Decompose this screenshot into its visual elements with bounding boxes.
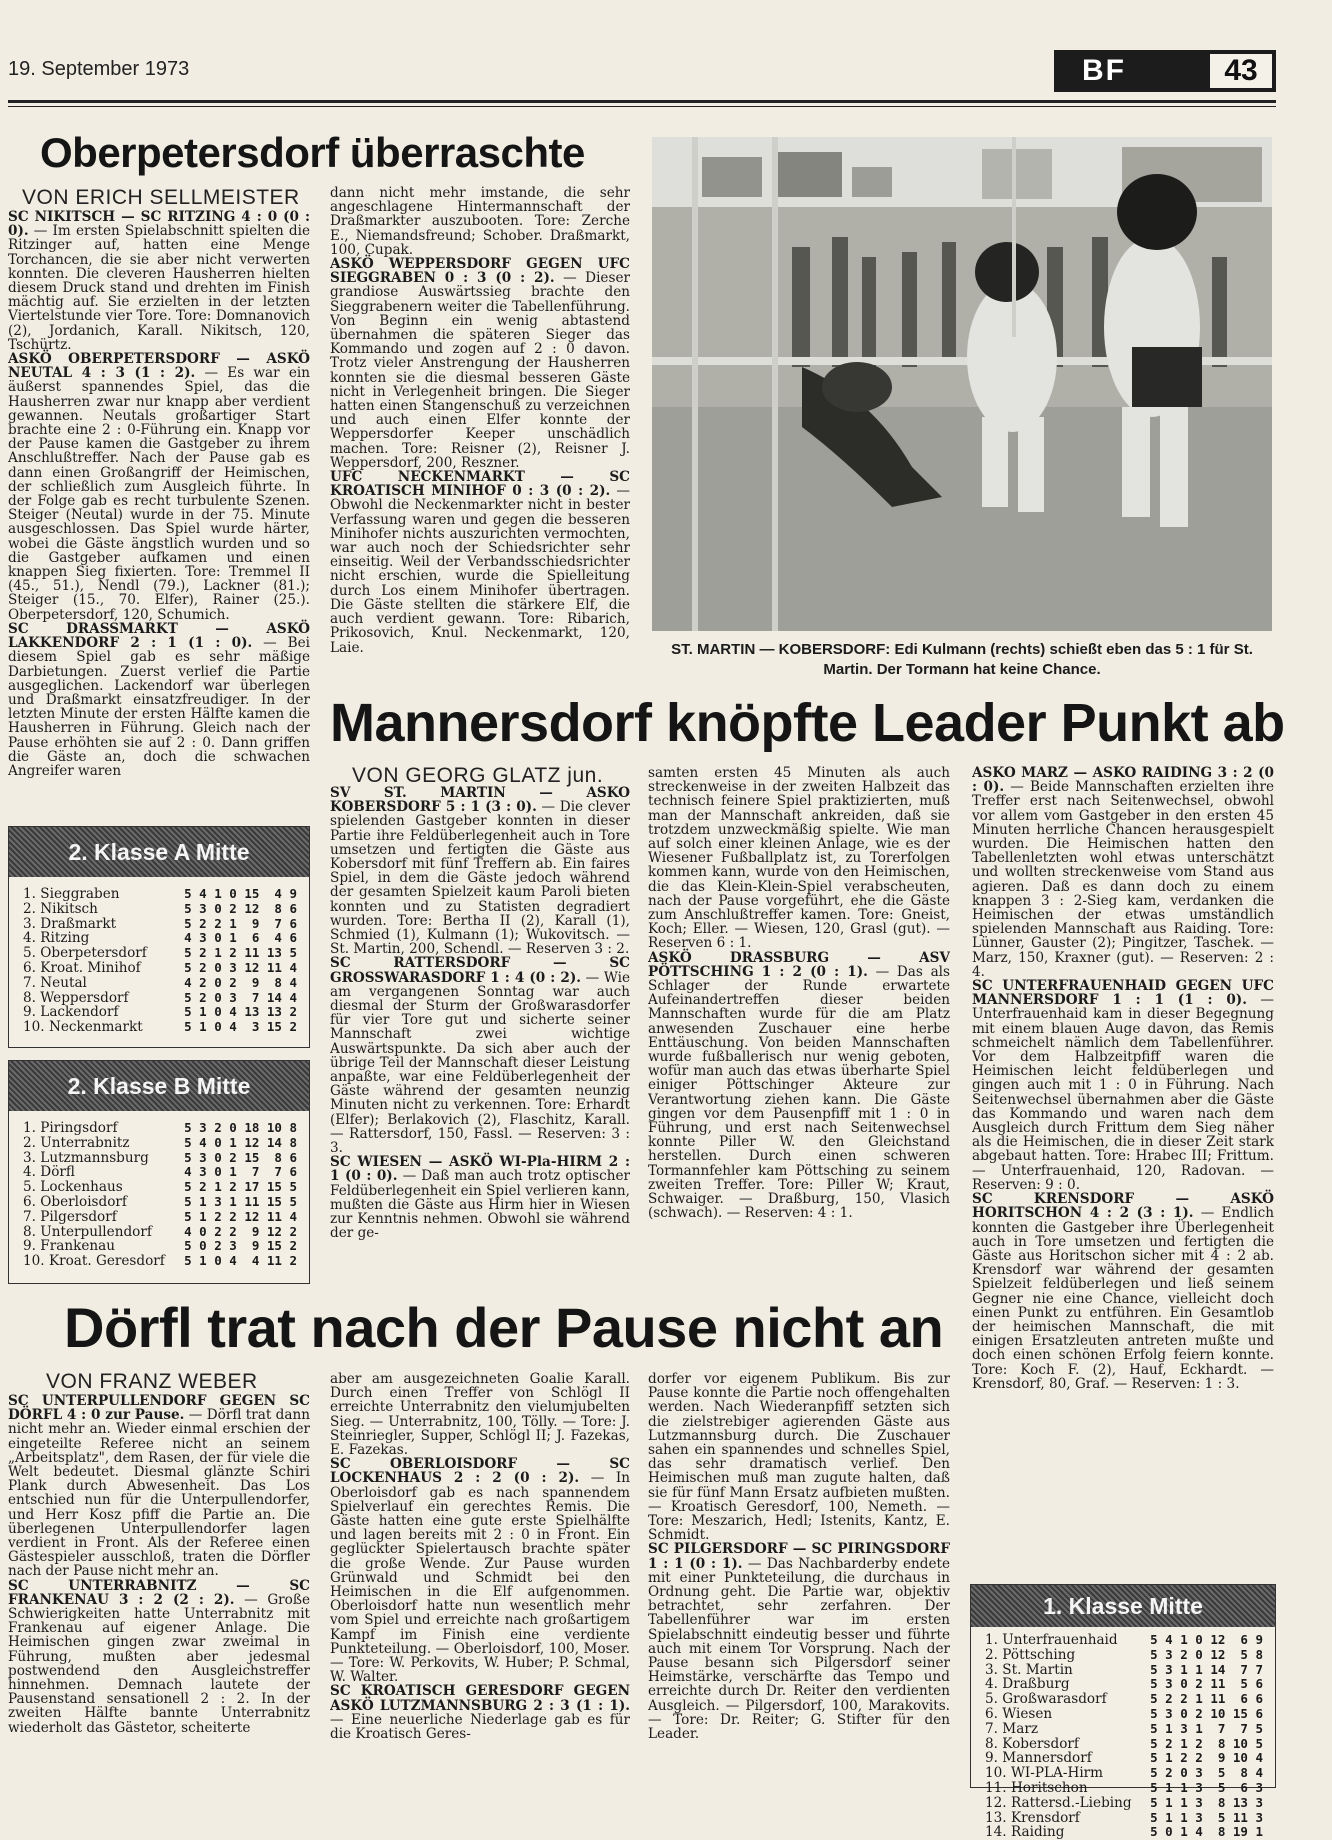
article-paragraph bbox=[648, 951, 950, 1221]
team-name: 1. Sieggraben bbox=[23, 886, 120, 902]
match-report: dorfer vor eigenem Publikum. Bis zur Pause konnte die Partie noch offengehalten werden. Nach Wiederanpfiff setzten sich die zielstrebiger agierenden Gäste aus Lutzmannsburg durch. Die Zuschauer sahen ein spannendes und schnelles Spiel, das sehr dramatisch verlief. Den Heimischen muß man zugute halten, daß sie für fünf Mann Ersatz aufbieten mußten. — Kroatisch Geresdorf, 100, Nemeth. — Tore: Meszarich, Hedl; Istenits, Kantz, E. Schmidt. bbox=[648, 1372, 950, 1544]
table-row bbox=[9, 902, 309, 917]
team-name: 3. Draßmarkt bbox=[23, 915, 117, 932]
match-heading: SC KRENSDORF — ASKÖ HORITSCHON 4 : 2 (3 : 1). bbox=[972, 1191, 1274, 1222]
headline-oberpetersdorf: Oberpetersdorf überraschte bbox=[40, 129, 585, 176]
match-report: — Große Schwierigkeiten hatte Unterrabnitz mit Frankenau auf eigener Anlage. Die Heimischen gingen zwar zweimal in Führung, mußten aber jedesmal postwendend den Ausgleichstreffer hinnehmen. Demnach lautete der Pausenstand sensationell 2 : 2. In der zweiten Hälfte bannte Unterrabnitz wiederholt das Gästetor, scheiterte bbox=[8, 1591, 310, 1736]
article-paragraph bbox=[972, 1192, 1274, 1391]
table-row bbox=[9, 1005, 309, 1020]
match-report: — Wie am vergangenen Sonntag war auch diesmal der Sturm der Großwarasdorfer für vier Tore gut und sicherte seiner Mannschaft zwei wichtige Auswärtspunkte. Da sich aber auch der übrige Teil der Mannschaft dieser Leistung anpaßte, war eine Feldüberlegenheit der Gäste während der gesamten neunzig Minuten nicht zu verkennen. Tore: Erhardt (Elfer); Berlakovich (2), Flaschitz, Karall. — Rattersdorf, 150, Fassl. — Reserven: 3 : 3. bbox=[330, 969, 630, 1157]
team-stats: 4 3 0 1 7 7 6 bbox=[184, 1164, 297, 1180]
team-stats: 5 2 2 1 11 6 6 bbox=[1150, 1691, 1263, 1707]
match-heading: SC RATTERSDORF — SC GROSSWARASDORF 1 : 4 (0 : 2). bbox=[330, 955, 630, 986]
article-paragraph bbox=[330, 257, 630, 470]
table-title: 2. Klasse B Mitte bbox=[9, 1061, 309, 1111]
match-report: — Eine neuerliche Niederlage gab es für die Kroatisch Geres- bbox=[330, 1711, 630, 1743]
match-report: — Im ersten Spielabschnitt spielten die Ritzinger auf, hatten eine Menge Torchancen, die sie aber nicht verwerten konnten. Die cleveren Hausherren hielten diesem Druck stand und drehten im Finish mächtig auf. Sie erzielten in der letzten Viertelstunde vier Tore. Tore: Domnanovich (2), Jordanich, Karall. Nikitsch, 120, Tschürtz. bbox=[8, 223, 310, 353]
team-name: 10. Neckenmarkt bbox=[23, 1019, 143, 1036]
table-row bbox=[971, 1677, 1275, 1692]
match-heading: ASKÖ MARZ — ASKÖ RAIDING 3 : 2 (0 : 0). bbox=[972, 766, 1274, 796]
match-report: — Das Nachbarderby endete mit einer Punkteteilung, die durchaus in Ordnung geht. Die Partie war, objektiv betrachtet, sehr zerfahren. Der Tabellenführer war im ersten Spielabschnitt eindeutig besser und führte auch mit einem Tor Vorsprung. Nach der Pause besann sich Pilgersdorf seiner Heimstärke, verschärfte das Tempo und erreichte durch Dr. Reiter den verdienten Ausgleich. — Pilgersdorf, 100, Marakovits. — Tore: Dr. Reiter; G. Stifter für den Leader. bbox=[648, 1555, 950, 1743]
team-stats: 4 2 0 2 9 8 4 bbox=[184, 974, 297, 990]
standings-table-2-klasse-b bbox=[8, 1060, 310, 1284]
byline-art1: VON ERICH SELLMEISTER bbox=[22, 186, 300, 209]
match-heading: SV ST. MARTIN — ASKÖ KOBERSDORF 5 : 1 (3 : 0). bbox=[330, 786, 630, 816]
table-row bbox=[9, 1151, 309, 1166]
team-stats: 5 0 2 3 9 15 2 bbox=[184, 1238, 297, 1254]
article-paragraph bbox=[330, 786, 630, 956]
team-name: 14. Raiding bbox=[985, 1824, 1065, 1840]
page-number: 43 bbox=[1210, 54, 1272, 88]
team-name: 4. Draßburg bbox=[985, 1676, 1070, 1693]
table-row bbox=[971, 1633, 1275, 1648]
team-stats: 5 2 1 2 17 15 5 bbox=[184, 1179, 297, 1195]
team-stats: 4 0 2 2 9 12 2 bbox=[184, 1223, 297, 1239]
team-stats: 5 0 1 4 8 19 1 bbox=[1150, 1824, 1263, 1840]
match-report: — Daß man auch trotz optischer Feldüberlegenheit ein Spiel verlieren kann, mußten die Gäste aus Hirm hier in Wiesen zur Kenntnis nehmen. Obwohl sie während der ge- bbox=[330, 1168, 630, 1242]
team-stats: 5 4 0 1 12 14 8 bbox=[184, 1134, 297, 1150]
team-name: 7. Neutal bbox=[23, 974, 87, 991]
table-row bbox=[9, 1180, 309, 1195]
match-heading: SC UNTERPULLENDORF GEGEN SC DÖRFL 4 : 0 zur Pause. bbox=[8, 1394, 310, 1424]
table-row bbox=[9, 1254, 309, 1269]
team-name: 5. Oberpetersdorf bbox=[23, 945, 147, 962]
article-paragraph bbox=[8, 622, 310, 778]
article-column bbox=[8, 210, 310, 810]
team-name: 2. Nikitsch bbox=[23, 900, 98, 917]
match-report: — Unterfrauenhaid kam in dieser Begegnung mit einem blauen Auge davon, das Remis schmeichelt nämlich dem Tabellenführer. Vor dem Halbzeitpfiff waren die Heimischen leicht feldüberlegen und gingen auch mit 1 : 0 in Führung. Nach Seitenwechsel übernahmen aber die Gäste das Kommando und waren nach dem Ausgleich durch Frittum dem Sieg näher als die Heimischen, die in dieser Zeit stark abgebaut hatten. Tore: Hrabec III; Frittum. — Unterfrauenhaid, 120, Radovan. — Reserven: 9 : 0. bbox=[972, 992, 1274, 1193]
match-heading: ASKÖ OBERPETERSDORF — ASKÖ NEUTAL 4 : 3 (1 : 2). bbox=[8, 351, 310, 382]
match-report: — Die clever spielenden Gastgeber konnten in dieser Partie ihre Feldüberlegenheit auch in Tore umsetzen und fertigten die Gäste aus Kobersdorf mit fünf Treffern ab. Ein faires Spiel, in dem die Gäste jedoch während der gesamten Spielzeit kaum Paroli bieten konnten und zu Statisten degradiert wurden. Tore: Bertha II (2), Karall (1), Schmied (1), Kulmann (1); Wukovitsch. — St. Martin, 200, Schendl. — Reserven 3 : 2. bbox=[330, 799, 630, 958]
team-stats: 5 2 1 2 11 13 5 bbox=[184, 945, 297, 961]
match-heading: SC WIESEN — ASKÖ WI-Pla-HIRM 2 : 1 (0 : 0). bbox=[330, 1154, 630, 1185]
match-heading: SC OBERLOISDORF — SC LOCKENHAUS 2 : 2 (0 : 2). bbox=[330, 1456, 630, 1487]
table-row bbox=[9, 1225, 309, 1240]
table-row bbox=[971, 1781, 1275, 1796]
header-rule bbox=[8, 100, 1276, 103]
match-heading: SC UNTERFRAUENHAID GEGEN UFC MANNERSDORF 1 : 1 (1 : 0). bbox=[972, 978, 1274, 1009]
team-stats: 5 2 1 2 8 10 5 bbox=[1150, 1735, 1263, 1751]
table-row bbox=[971, 1751, 1275, 1766]
team-name: 4. Dörfl bbox=[23, 1164, 75, 1181]
table-row bbox=[9, 1210, 309, 1225]
team-stats: 5 1 1 3 8 13 3 bbox=[1150, 1794, 1263, 1810]
table-row bbox=[9, 1020, 309, 1035]
table-row bbox=[9, 961, 309, 976]
issue-date: 19. September 1973 bbox=[8, 58, 190, 80]
team-name: 9. Frankenau bbox=[23, 1238, 115, 1255]
brand-logo: BF bbox=[1082, 54, 1126, 87]
match-heading: SC UNTERRABNITZ — SC FRANKENAU 3 : 2 (2 : 2). bbox=[8, 1577, 310, 1608]
match-photo bbox=[652, 137, 1272, 631]
article-paragraph bbox=[648, 1542, 950, 1741]
article-paragraph bbox=[330, 956, 630, 1155]
match-heading: UFC NECKENMARKT — SC KROATISCH MINIHOF 0 : 3 (0 : 2). bbox=[330, 469, 630, 500]
table-row bbox=[971, 1825, 1275, 1840]
table-title: 1. Klasse Mitte bbox=[971, 1585, 1275, 1627]
team-stats: 5 3 2 0 18 10 8 bbox=[184, 1120, 297, 1135]
match-report: — Das als Schlager der Runde erwartete Aufeinandertreffen dieser beiden Mannschaften wurde für die am Platz anwesenden Zuschauer eine herbe Enttäuschung. Von beiden Mannschaften wurde fußballerisch nur wenig geboten, wofür man auch das etwas überharte Spiel einiger Pöttschinger Akteure zur Verantwortung ziehen kann. Die Gäste gingen vor dem Pausenpfiff mit 1 : 0 in Führung, und erst nach Seitenwechsel konnte Piller W. den Gleichstand herstellen. Durch einen schweren Tormannfehler kam Pöttsching zu seinem zweiten Treffer. Tore: Piller W; Kraut, Schwaiger. — Draßburg, 150, Vlasich (schwach). — Reserven: 4 : 1. bbox=[648, 963, 950, 1222]
team-stats: 5 1 0 4 4 11 2 bbox=[184, 1253, 297, 1269]
table-row bbox=[9, 1165, 309, 1180]
article-paragraph bbox=[8, 352, 310, 622]
match-heading: ASKÖ WEPPERSDORF GEGEN UFC SIEGGRABEN 0 : 3 (0 : 2). bbox=[330, 256, 630, 287]
team-stats: 5 1 1 3 5 11 3 bbox=[1150, 1809, 1263, 1825]
article-paragraph bbox=[330, 1372, 630, 1457]
team-stats: 5 1 3 1 7 7 5 bbox=[1150, 1720, 1263, 1736]
article-paragraph bbox=[972, 979, 1274, 1192]
table-row bbox=[971, 1648, 1275, 1663]
team-stats: 5 2 0 3 12 11 4 bbox=[184, 959, 297, 975]
team-name: 1. Unterfrauenhaid bbox=[985, 1632, 1118, 1648]
table-row bbox=[9, 1195, 309, 1210]
match-report: aber am ausgezeichneten Goalie Karall. Durch einen Treffer von Schlögl II erreichte Unterrabnitz den vielumjubelten Sieg. — Unterrabnitz, 100, Tölly. — Tore: J. Steinriegler, Supper, Schlögl II; J. Fazekas, E. Fazekas. bbox=[330, 1372, 630, 1459]
article-paragraph bbox=[8, 210, 310, 352]
team-stats: 5 1 1 3 5 6 3 bbox=[1150, 1779, 1263, 1795]
article-paragraph bbox=[972, 766, 1274, 979]
team-stats: 5 1 2 2 9 10 4 bbox=[1150, 1750, 1263, 1766]
team-stats: 4 3 0 1 6 4 6 bbox=[184, 930, 297, 946]
team-stats: 5 2 2 1 9 7 6 bbox=[184, 915, 297, 931]
article-paragraph bbox=[648, 1372, 950, 1542]
table-row bbox=[9, 1136, 309, 1151]
team-name: 7. Marz bbox=[985, 1720, 1038, 1737]
team-stats: 5 3 0 2 10 15 6 bbox=[1150, 1705, 1263, 1721]
article-column bbox=[972, 766, 1274, 1556]
article-column bbox=[330, 786, 630, 1282]
article-paragraph bbox=[8, 1579, 310, 1735]
team-stats: 5 2 0 3 5 8 4 bbox=[1150, 1765, 1263, 1781]
article-paragraph bbox=[330, 1684, 630, 1741]
team-name: 3. St. Martin bbox=[985, 1661, 1073, 1678]
team-name: 11. Horitschon bbox=[985, 1779, 1088, 1796]
table-row bbox=[971, 1692, 1275, 1707]
team-name: 10. WI-PLA-Hirm bbox=[985, 1765, 1104, 1782]
team-name: 10. Kroat. Geresdorf bbox=[23, 1253, 165, 1270]
team-name: 12. Rattersd.-Liebing bbox=[985, 1794, 1132, 1811]
headline-mannersdorf: Mannersdorf knöpfte Leader Punkt ab bbox=[330, 693, 1285, 753]
team-name: 2. Unterrabnitz bbox=[23, 1134, 130, 1151]
team-stats: 5 3 0 2 15 8 6 bbox=[184, 1149, 297, 1165]
table-row bbox=[971, 1663, 1275, 1678]
table-row bbox=[9, 887, 309, 902]
team-name: 9. Mannersdorf bbox=[985, 1750, 1092, 1767]
match-heading: SC KROATISCH GERESDORF GEGEN ASKÖ LUTZMANNSBURG 2 : 3 (1 : 1). bbox=[330, 1683, 630, 1714]
team-stats: 5 3 2 0 12 5 8 bbox=[1150, 1646, 1263, 1662]
headline-doerfl: Dörfl trat nach der Pause nicht an bbox=[64, 1296, 944, 1359]
team-stats: 5 1 2 2 12 11 4 bbox=[184, 1208, 297, 1224]
team-name: 8. Kobersdorf bbox=[985, 1735, 1079, 1752]
match-report: dann nicht mehr imstande, die sehr angeschlagene Hintermannschaft der Draßmarkter auszubooten. Tore: Zerche E., Niemandsfreund; Schober. Draßmarkt, 100, Cupak. bbox=[330, 186, 630, 258]
team-name: 6. Kroat. Minihof bbox=[23, 959, 141, 976]
photo-caption: ST. MARTIN — KOBERSDORF: Edi Kulmann (rechts) schießt eben das 5 : 1 für St. Martin. Der Tormann hat keine Chance. bbox=[671, 641, 1253, 678]
team-stats: 5 4 1 0 15 4 9 bbox=[184, 886, 297, 901]
team-name: 3. Lutzmannsburg bbox=[23, 1149, 149, 1166]
team-stats: 5 3 1 1 14 7 7 bbox=[1150, 1661, 1263, 1677]
team-name: 8. Unterpullendorf bbox=[23, 1223, 152, 1240]
match-report: — Beide Mannschaften erzielten ihre Treffer erst nach Seitenwechsel, obwohl vor allem vom Gastgeber in den ersten 45 Minuten herrliche Chancen herausgespielt wurden. Die Heimischen hatten den Tabellenletzten wohl etwas unterschätzt und wollten streckenweise vom Stand aus agieren. Daß es dann doch zu einem knappen 3 : 2-Sieg kam, verdanken die Heimischen der etwas umständlich spielenden Mannschaft aus Raiding. Tore: Lünner, Gauster (2); Pingitzer, Taschek. — Marz, 150, Kraxner (gut). — Reserven: 2 : 4. bbox=[972, 779, 1274, 980]
article-paragraph bbox=[330, 1155, 630, 1240]
team-name: 8. Weppersdorf bbox=[23, 989, 129, 1006]
team-stats: 5 1 0 4 13 13 2 bbox=[184, 1004, 297, 1020]
team-name: 4. Ritzing bbox=[23, 930, 90, 947]
table-row bbox=[9, 976, 309, 991]
match-report: — Obwohl die Neckenmarkter nicht in bester Verfassung waren und gegen die besseren Minihofer nichts auszurichten vermochten, war auch noch der Schiedsrichter sehr einseitig. Weil der Verbandsschiedsrichter nicht erschien, wurde die Spielleitung durch Los einem Minihofer übertragen. Die Gäste stellten die stärkere Elf, die auch verdient gewann. Tore: Ribarich, Prikosovich, Knul. Neckenmarkt, 120, Laie. bbox=[330, 483, 630, 656]
header-rule-thin bbox=[8, 106, 1276, 107]
article-paragraph bbox=[8, 1394, 310, 1579]
match-report: — Es war ein äußerst spannendes Spiel, das die Hausherren zwar nur knapp aber verdient gewannen. Neutals großartiger Start brachte eine 2 : 0-Führung ein. Knapp vor der Pause kamen die Gastgeber zu ihrem Anschlußtreffer. Nach der Pause gab es dann einen Großangriff der Heimischen, der schließlich zum Ausgleich führte. In der Folge gab es recht turbulente Szenen. Steiger (Neutal) wurde in der 75. Minute ausgeschlossen. Das Spiel wurde härter, wobei die Gäste ängstlich wurden und so die Gastgeber aufkamen und einen knappen Sieg fixierten. Tore: Tremmel II (45., 51.), Nendl (79.), Lackner (81.); Steiger (15., 70. Elfer), Rainer (25.). Oberpetersdorf, 120, Schumich. bbox=[8, 365, 310, 623]
standings-table-1-klasse bbox=[970, 1584, 1276, 1840]
match-heading: ASKÖ DRASSBURG — ASV PÖTTSCHING 1 : 2 (0 : 1). bbox=[648, 949, 950, 980]
table-row bbox=[971, 1707, 1275, 1722]
match-heading: SC PILGERSDORF — SC PIRINGSDORF 1 : 1 (0 : 1). bbox=[648, 1541, 950, 1572]
table-row bbox=[9, 991, 309, 1006]
team-name: 1. Piringsdorf bbox=[23, 1120, 118, 1136]
article-paragraph bbox=[330, 186, 630, 257]
match-report: samten ersten 45 Minuten als auch streckenweise in der zweiten Halbzeit das technisch feinere Spiel praktizierten, muß man der Mannschaft ankreiden, daß sie trotzdem unzweckmäßig spielte. Wie man auf solch einer kleinen Anlage, wie es der Wiesener Fußballplatz ist, zu Torerfolgen kommen kann, wurde von den Heimischen, die das Klein-Klein-Spiel verabscheuten, nach der Pause vorgeführt, ehe die Gäste zum Anschlußtreffer kamen. Tore: Gneist, Koch; Eller. — Wiesen, 120, Grasl (gut). — Reserven 6 : 1. bbox=[648, 766, 950, 952]
article-column bbox=[648, 766, 950, 1278]
team-stats: 5 2 0 3 7 14 4 bbox=[184, 989, 297, 1005]
team-name: 13. Krensdorf bbox=[985, 1809, 1080, 1826]
table-title: 2. Klasse A Mitte bbox=[9, 827, 309, 877]
match-report: — Dörfl trat dann nicht mehr an. Wieder einmal erschien der eingeteilte Referee nicht an seinem „Arbeitsplatz", dem Rasen, der für viele die Welt bedeutet. Diesmal glänzte Schiri Plank durch Abwesenheit. Das Los entschied nun für die Unterpullendorfer, und Herr Kosz pfiff die Partie an. Die überlegenen Unterpullendorfer lagen verdient in Front. Als der Referee einen Gästespieler ausschloß, traten die Dörfler nach der Pause nicht mehr an. bbox=[8, 1407, 310, 1580]
table-row bbox=[9, 1239, 309, 1254]
article-paragraph bbox=[648, 766, 950, 951]
article-column bbox=[330, 1372, 630, 1794]
article-column bbox=[648, 1372, 950, 1794]
table-row bbox=[9, 931, 309, 946]
team-name: 6. Oberloisdorf bbox=[23, 1193, 127, 1210]
match-heading: SC DRASSMARKT — ASKÖ LAKKENDORF 2 : 1 (1 : 0). bbox=[8, 620, 310, 652]
table-row bbox=[9, 1121, 309, 1136]
team-name: 9. Lackendorf bbox=[23, 1004, 119, 1021]
article-paragraph bbox=[330, 470, 630, 655]
article-paragraph bbox=[330, 1457, 630, 1684]
match-heading: SC NIKITSCH — SC RITZING 4 : 0 (0 : 0). bbox=[8, 210, 310, 240]
standings-table-2-klasse-a bbox=[8, 826, 310, 1048]
team-stats: 5 3 0 2 11 5 6 bbox=[1150, 1676, 1263, 1692]
team-name: 6. Wiesen bbox=[985, 1705, 1053, 1722]
team-stats: 5 1 0 4 3 15 2 bbox=[184, 1019, 297, 1035]
team-name: 5. Großwarasdorf bbox=[985, 1691, 1107, 1708]
table-row bbox=[971, 1766, 1275, 1781]
team-name: 7. Pilgersdorf bbox=[23, 1208, 117, 1225]
team-stats: 5 1 3 1 11 15 5 bbox=[184, 1193, 297, 1209]
match-report: — In Oberloisdorf gab es nach spannendem Spielverlauf ein gerechtes Remis. Die Gäste hatten eine gute erste Spielhälfte und lagen bereits mit 2 : 0 in Front. Ein geglückter Spielertausch brachte später die große Wende. Zur Pause wurden Grünwald und Schmidt bei den Heimischen in die Elf aufgenommen. Oberloisdorf hatte nun wesentlich mehr vom Spiel und erreichte nach großartigem Kampf im Finish eine verdiente Punkteteilung. — Oberloisdorf, 100, Moser. — Tore: W. Perkovits, W. Huber; P. Schmal, W. Walter. bbox=[330, 1470, 630, 1686]
table-row bbox=[9, 946, 309, 961]
match-report: — Dieser grandiose Auswärtssieg brachte den Sieggrabenern weiter die Tabellenführung. Von Beginn ein wenig abtastend übernahmen die späteren Sieger das Kommando und zogen auf 2 : 0 davon. Trotz vieler Anstrengung der Hausherren konnten sie die diesmal besseren Gäste nicht in Verlegenheit bringen. Die Sieger hatten einen Stangenschuß zu verzeichnen und auch einen Elfer konnte der Weppersdorfer Keeper unschädlich machen. Tore: Reisner (2), Reisner J. Weppersdorf, 200, Reszner. bbox=[330, 270, 630, 471]
table-row bbox=[971, 1722, 1275, 1737]
table-row bbox=[971, 1737, 1275, 1752]
team-stats: 5 4 1 0 12 6 9 bbox=[1150, 1632, 1263, 1647]
table-row bbox=[9, 917, 309, 932]
table-row bbox=[971, 1811, 1275, 1826]
masthead bbox=[1054, 50, 1276, 92]
byline-art2: VON GEORG GLATZ jun. bbox=[352, 764, 604, 787]
table-row bbox=[971, 1796, 1275, 1811]
article-column bbox=[330, 186, 630, 680]
match-report: — Endlich konnten die Gastgeber ihre Überlegenheit auch in Tore umsetzen und fertigten die Gäste aus Horitschon sicher mit 4 : 2 ab. Krensdorf war während der gesamten Spielzeit feldüberlegen und ließ seinem Gegner nie eine Chance, vielleicht doch einen Punkt zu entführen. Ein Gesamtlob der heimischen Mannschaft, die mit einigen Ersatzleuten antreten mußte und doch einen schönen Erfolg feiern konnte. Tore: Koch F. (2), Hauf, Eckhardt. — Krensdorf, 80, Graf. — Reserven: 1 : 3. bbox=[972, 1205, 1274, 1392]
byline-art3: VON FRANZ WEBER bbox=[46, 1370, 258, 1393]
team-name: 2. Pöttsching bbox=[985, 1646, 1076, 1663]
team-stats: 5 3 0 2 12 8 6 bbox=[184, 900, 297, 916]
team-name: 5. Lockenhaus bbox=[23, 1179, 123, 1196]
article-column bbox=[8, 1394, 310, 1794]
match-report: — Bei diesem Spiel gab es sehr mäßige Darbietungen. Zuerst verlief die Partie ausgeglichen. Lackendorf war überlegen und Draßmarkt einsatzfreudiger. In der letzten Minute der ersten Hälfte kamen die Hausherren in Führung. Gleich nach der Pause erhöhten sie auf 2 : 0. Dann griffen die Gäste an, doch die schwachen Angreifer waren bbox=[8, 635, 310, 779]
football-action-image bbox=[652, 137, 1272, 631]
